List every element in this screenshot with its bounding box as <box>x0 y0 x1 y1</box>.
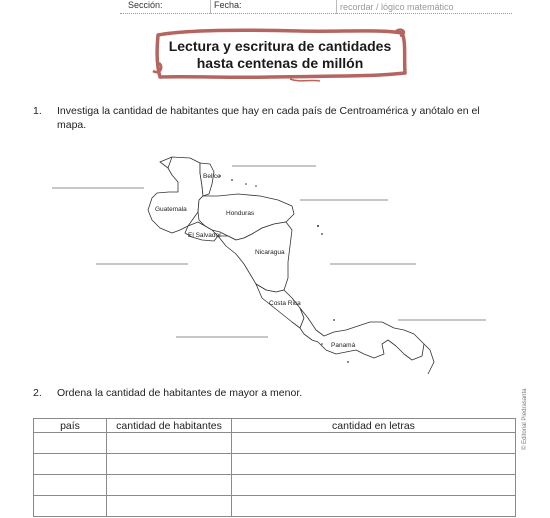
q2-number: 2. <box>33 387 42 399</box>
title-line-1: Lectura y escritura de cantidades <box>168 38 392 54</box>
title-line-2: hasta centenas de millón <box>196 55 364 71</box>
label-belice: Belice <box>203 173 221 180</box>
label-costa-rica: Costa Rica <box>269 300 301 307</box>
table-row <box>34 496 516 517</box>
cell-pais[interactable] <box>34 496 107 517</box>
island-dot <box>321 343 323 345</box>
label-el-salvador: El Salvador <box>188 232 222 239</box>
date-label: Fecha: <box>214 0 242 10</box>
island-dot <box>347 361 349 363</box>
col-header-pais: país <box>34 419 107 433</box>
guatemala-shape <box>148 157 203 233</box>
publisher-note: © Editorial Piedrasanta <box>522 388 528 450</box>
cell-pais[interactable] <box>34 454 107 475</box>
colombia-border <box>424 344 434 374</box>
label-honduras: Honduras <box>226 210 255 217</box>
cell-pais[interactable] <box>34 475 107 496</box>
q1-text-line-1: Investiga la cantidad de habitantes que hay en cada país de Centroamérica y anótalo en el <box>57 105 480 117</box>
cell-letras[interactable] <box>232 475 516 496</box>
col-header-cantidad: cantidad de habitantes <box>107 419 232 433</box>
label-panama: Panamá <box>331 342 356 349</box>
population-table <box>33 418 516 517</box>
label-nicaragua: Nicaragua <box>255 249 285 256</box>
q1-text-line-2: mapa. <box>57 119 87 131</box>
cell-cantidad[interactable] <box>107 475 232 496</box>
table-header-row <box>34 419 516 433</box>
panama-shape <box>300 308 424 360</box>
cell-letras[interactable] <box>232 454 516 475</box>
cell-cantidad[interactable] <box>107 454 232 475</box>
section-label: Sección: <box>128 0 163 10</box>
cell-cantidad[interactable] <box>107 433 232 454</box>
table-row <box>34 454 516 475</box>
table-row <box>34 433 516 454</box>
island-dot <box>255 185 257 187</box>
island-dot <box>245 183 247 185</box>
q1-number: 1. <box>33 105 42 117</box>
cell-letras[interactable] <box>232 433 516 454</box>
col-header-letras: cantidad en letras <box>232 419 516 433</box>
island-dot <box>317 225 319 227</box>
topic-note: recordar / lógico matemático <box>340 2 454 12</box>
cell-pais[interactable] <box>34 433 107 454</box>
cell-letras[interactable] <box>232 496 516 517</box>
q2-text: Ordena la cantidad de habitantes de mayor a menor. <box>57 387 303 399</box>
cell-cantidad[interactable] <box>107 496 232 517</box>
island-dot <box>333 319 335 321</box>
table-row <box>34 475 516 496</box>
island-dot <box>321 233 323 235</box>
island-dot <box>231 179 233 181</box>
label-guatemala: Guatemala <box>155 206 187 213</box>
